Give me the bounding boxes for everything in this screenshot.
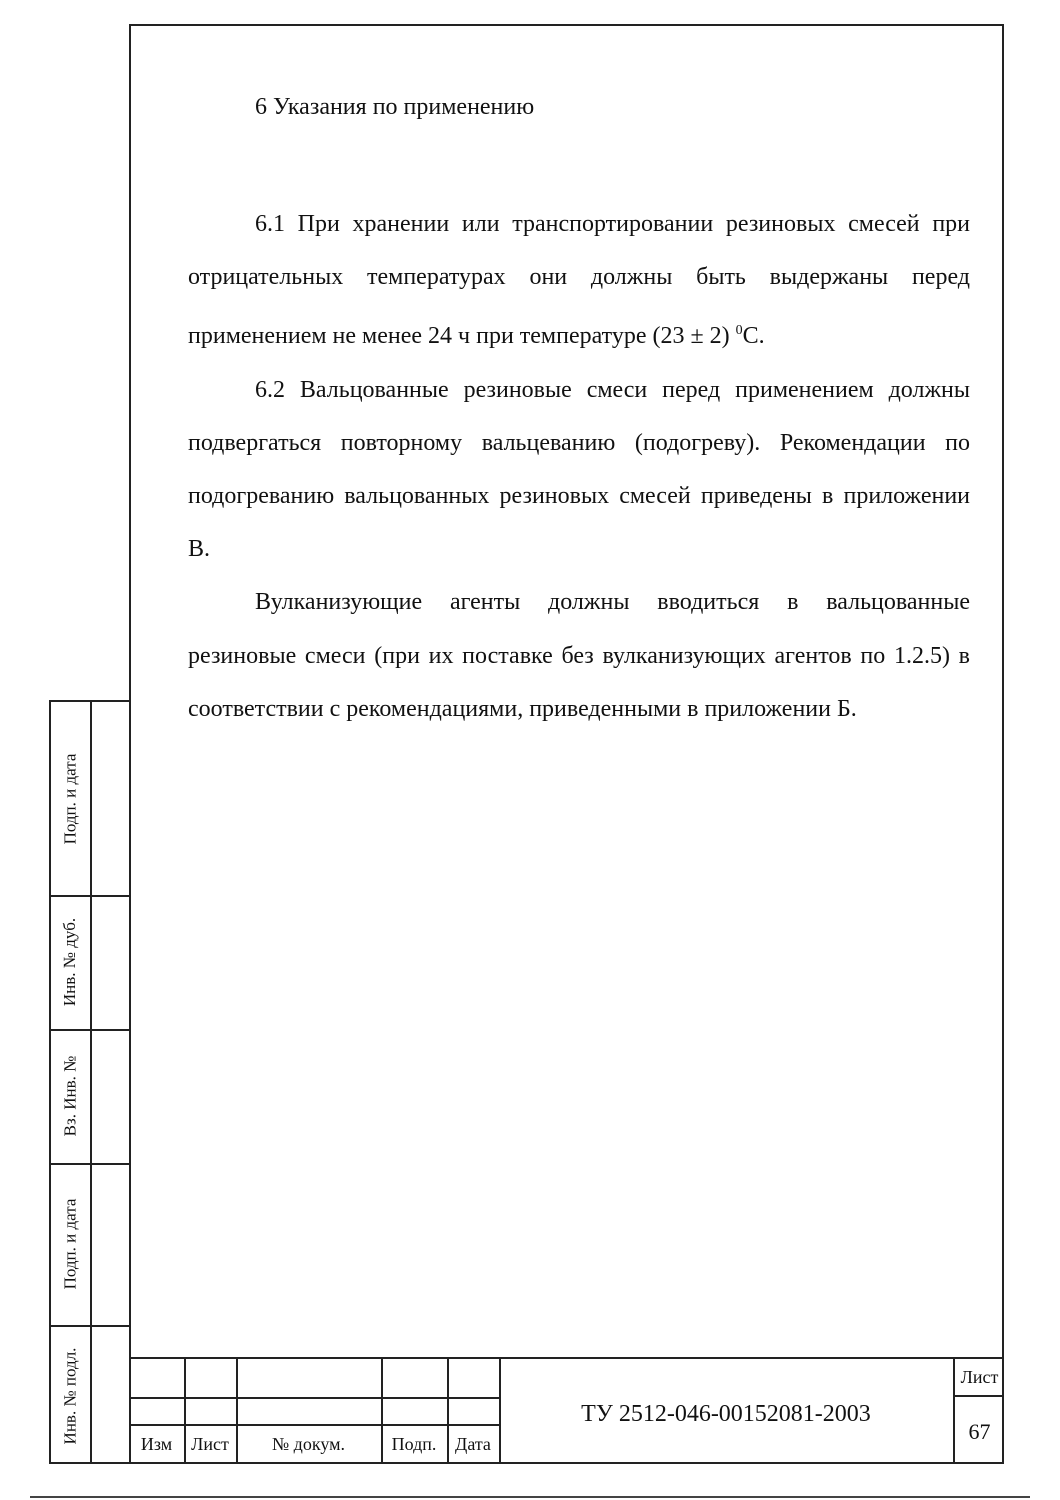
paragraph-6-1-text: 6.1 При хранении или транспортировании резиновых смесей при отрицательных температурах они должны быть выдержаны перед применением не менее 24 ч при температуре (23 ± 2) (188, 211, 970, 350)
title-block-row-line (129, 1397, 499, 1399)
side-label-replace-inv: Вз. Инв. № (60, 1055, 80, 1137)
side-label-sign-date-1: Подп. и дата (60, 753, 80, 844)
side-cell-4 (51, 1163, 90, 1325)
section-heading: 6 Указания по применению (255, 94, 535, 120)
document-code: ТУ 2512-046-00152081-2003 (581, 1401, 871, 1427)
side-cell-5 (51, 1325, 90, 1466)
side-cell-1 (51, 702, 90, 895)
column-sheet: Лист (191, 1434, 229, 1454)
side-label-dup-inv: Инв. № дуб. (60, 917, 80, 1007)
sheet-label: Лист (960, 1367, 999, 1387)
side-label-sign-date-2: Подп. и дата (60, 1198, 80, 1290)
side-cell-3 (51, 1029, 90, 1163)
paragraph-6-2: 6.2 Вальцованные резиновые смеси перед применением должны подвергаться повторному вальцеванию (подогреву). Рекомендации по подогреванию вальцованных резиновых смесей приведены в приложении В. (188, 376, 970, 563)
degree-mark: 0 (735, 323, 743, 339)
title-block-row-line (953, 1395, 1004, 1397)
side-label-original-inv: Инв. № подл. (60, 1347, 80, 1444)
margin-stamp-divider (90, 702, 92, 1462)
sheet-number: 67 (968, 1419, 991, 1444)
scan-bottom-rule (30, 1496, 1030, 1498)
title-block (129, 1357, 1004, 1464)
column-date: Дата (455, 1434, 491, 1454)
paragraph-vulcanizing: Вулканизующие агенты должны вводиться в вальцованные резиновые смеси (при их поставке без вулканизующих агентов по 1.2.5) в соответствии с рекомендациями, приведенными в приложении Б. (188, 589, 970, 722)
body-text (188, 198, 970, 736)
column-signature: Подп. (391, 1434, 437, 1454)
margin-stamp (49, 700, 131, 1464)
column-doc-number: № докум. (272, 1434, 345, 1454)
column-change: Изм (140, 1434, 173, 1454)
temp-unit: С. (742, 323, 765, 350)
paragraph-6-1 (188, 198, 970, 364)
side-cell-2 (51, 895, 90, 1029)
title-block-row-line (129, 1424, 499, 1426)
